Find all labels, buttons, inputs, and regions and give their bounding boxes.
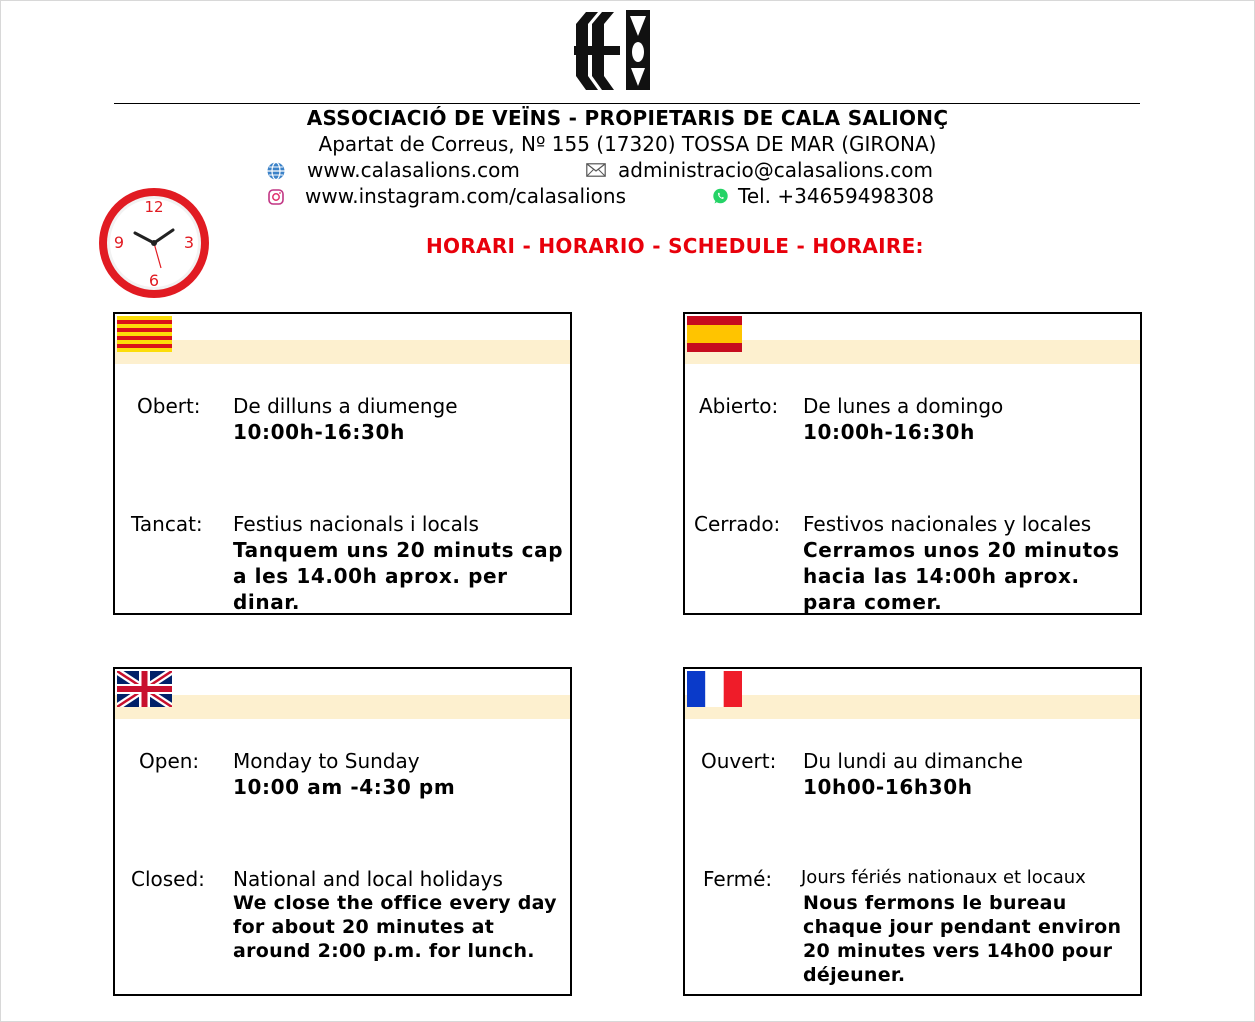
open-hours: 10h00-16h30h	[803, 775, 973, 799]
closed-note-line: hacia las 14:00h aprox.	[803, 564, 1080, 588]
open-hours: 10:00h-16:30h	[803, 420, 975, 444]
closed-note-line: 20 minutes vers 14h00 pour	[803, 940, 1113, 962]
globe-icon	[266, 161, 286, 181]
instagram-link[interactable]: www.instagram.com/calasalions	[305, 184, 626, 208]
card-header-band	[115, 340, 570, 364]
open-days: Du lundi au dimanche	[803, 749, 1023, 773]
closed-days: Festivos nacionales y locales	[803, 512, 1092, 536]
closed-label: Fermé:	[703, 867, 773, 891]
closed-note-line: Tanquem uns 20 minuts cap	[233, 538, 564, 562]
closed-note-line: para comer.	[803, 590, 943, 614]
svg-text:9: 9	[113, 233, 125, 252]
svg-text:3: 3	[183, 233, 195, 252]
closed-note-line: chaque jour pendant environ	[803, 916, 1122, 938]
organization-address: Apartat de Correus, Nº 155 (17320) TOSSA DE MAR (GIRONA)	[318, 132, 937, 156]
instagram-icon	[268, 189, 284, 205]
phone-number[interactable]: Tel. +34659498308	[738, 184, 935, 208]
open-days: De dilluns a diumenge	[233, 394, 458, 418]
closed-note-line: We close the office every day	[233, 892, 557, 914]
closed-label: Tancat:	[131, 512, 203, 536]
open-hours: 10:00 am -4:30 pm	[233, 775, 456, 799]
closed-label: Cerrado:	[694, 512, 781, 536]
website-link[interactable]: www.calasalions.com	[307, 158, 520, 182]
schedule-card-english	[113, 667, 572, 996]
envelope-icon	[586, 163, 606, 177]
email-link[interactable]: administracio@calasalions.com	[618, 158, 934, 182]
schedule-title: HORARI - HORARIO - SCHEDULE - HORAIRE:	[426, 234, 924, 258]
catalan-flag-icon	[117, 316, 172, 352]
schedule-card-spanish	[683, 312, 1142, 615]
uk-flag-icon	[117, 671, 172, 707]
card-header-band	[685, 695, 1140, 719]
association-logo	[568, 6, 656, 92]
card-header-band	[115, 695, 570, 719]
clock-icon	[97, 186, 211, 300]
closed-note-line: a les 14.00h aprox. per	[233, 564, 508, 588]
spanish-flag-icon	[687, 316, 742, 352]
header-divider	[114, 103, 1140, 104]
whatsapp-icon	[712, 188, 729, 205]
closed-note-line: around 2:00 p.m. for lunch.	[233, 940, 535, 962]
open-days: De lunes a domingo	[803, 394, 1004, 418]
closed-note-line: Cerramos unos 20 minutos	[803, 538, 1120, 562]
closed-days: National and local holidays	[233, 867, 503, 891]
open-label: Abierto:	[699, 394, 779, 418]
open-days: Monday to Sunday	[233, 749, 420, 773]
french-flag-icon	[687, 671, 742, 707]
closed-label: Closed:	[131, 867, 205, 891]
open-label: Obert:	[137, 394, 201, 418]
open-hours: 10:00h-16:30h	[233, 420, 405, 444]
closed-note-line: Nous fermons le bureau	[803, 892, 1067, 914]
closed-days: Festius nacionals i locals	[233, 512, 479, 536]
svg-text:6: 6	[148, 271, 160, 290]
open-label: Ouvert:	[701, 749, 777, 773]
closed-days: Jours fériés nationaux et locaux	[801, 867, 1086, 888]
open-label: Open:	[139, 749, 200, 773]
card-header-band	[685, 340, 1140, 364]
schedule-card-french	[683, 667, 1142, 996]
organization-name: ASSOCIACIÓ DE VEÏNS - PROPIETARIS DE CALA SALIONÇ	[306, 106, 949, 130]
svg-text:12: 12	[144, 198, 164, 216]
closed-note-line: dinar.	[233, 590, 301, 614]
closed-note-line: for about 20 minutes at	[233, 916, 495, 938]
closed-note-line: déjeuner.	[803, 964, 906, 986]
schedule-card-catalan	[113, 312, 572, 615]
